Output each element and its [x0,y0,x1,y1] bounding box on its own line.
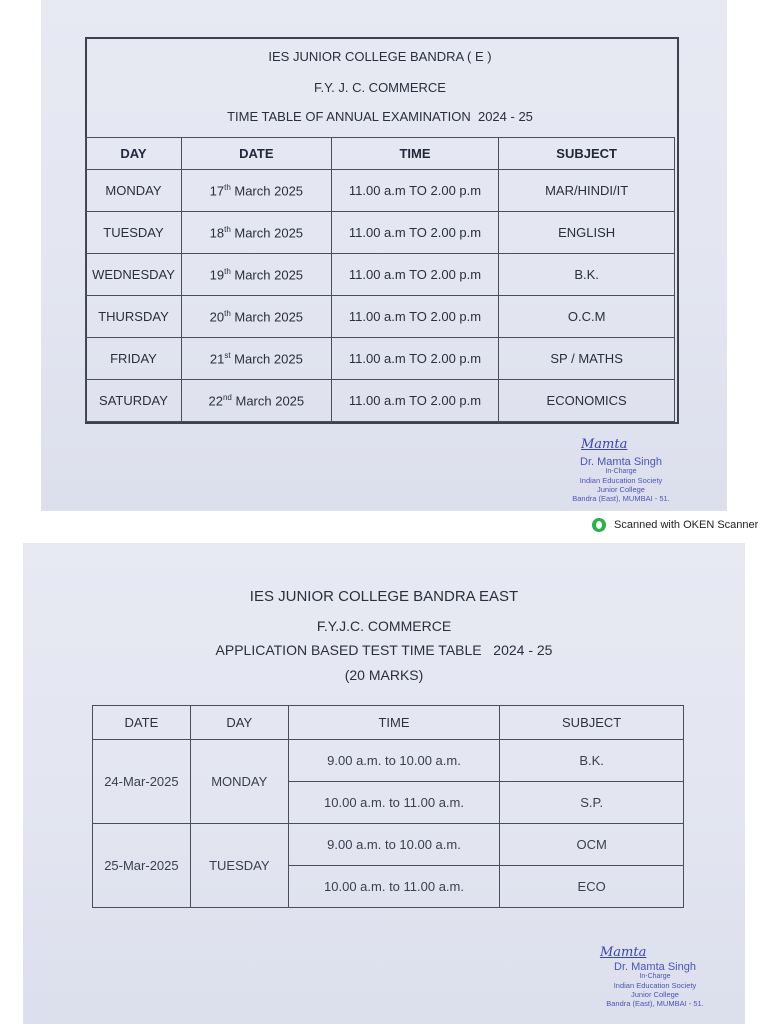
stamp-address: Bandra (East), MUMBAI - 51. [572,494,670,503]
time-cell: 11.00 a.m TO 2.00 p.m [331,380,499,422]
time-cell: 11.00 a.m TO 2.00 p.m [331,170,499,212]
day-cell: MONDAY [86,170,182,212]
scanner-label: Scanned with OKEN Scanner [614,519,759,531]
stamp-college: Junior College [597,485,645,494]
subject-cell: B.K. [500,740,684,782]
table-header-row [93,706,684,740]
column-header-date: DATE [181,138,331,170]
signature: Mamta [581,437,628,452]
subject-cell: S.P. [500,782,684,824]
day-cell: FRIDAY [86,338,182,380]
table-row [86,212,675,254]
scanner-watermark [592,518,758,532]
date-cell: 21st March 2025 [181,338,331,380]
time-cell: 11.00 a.m TO 2.00 p.m [331,212,499,254]
table-row [86,170,675,212]
table-header-row [86,138,675,170]
date-cell: 17th March 2025 [181,170,331,212]
subject-cell: O.C.M [499,296,675,338]
subject-cell: OCM [500,824,684,866]
college-heading: IES JUNIOR COLLEGE BANDRA ( E ) [268,49,492,64]
stamp-org: Indian Education Society [613,981,697,990]
date-cell: 18th March 2025 [181,212,331,254]
table-row [86,380,675,422]
stamp-role: In-Charge [605,468,637,475]
table-row [93,740,684,782]
column-header-day: DAY [190,706,288,740]
date-cell: 25-Mar-2025 [93,824,191,908]
time-cell: 9.00 a.m. to 10.00 a.m. [288,824,500,866]
day-cell: MONDAY [190,740,288,824]
day-cell: THURSDAY [86,296,182,338]
column-header-time: TIME [288,706,500,740]
oken-scanner-logo-icon [592,518,606,532]
subject-cell: ECO [500,866,684,908]
column-header-date: DATE [93,706,191,740]
date-cell: 19th March 2025 [181,254,331,296]
date-cell: 20th March 2025 [181,296,331,338]
subject-cell: ECONOMICS [499,380,675,422]
annual-exam-table [85,137,675,422]
time-cell: 10.00 a.m. to 11.00 a.m. [288,782,500,824]
time-cell: 11.00 a.m TO 2.00 p.m [331,296,499,338]
stamp-org: Indian Education Society [579,476,663,485]
college-heading: IES JUNIOR COLLEGE BANDRA EAST [249,588,519,605]
time-cell: 9.00 a.m. to 10.00 a.m. [288,740,500,782]
marks-note: (20 MARKS) [344,667,424,683]
application-test-table [92,705,684,908]
time-cell: 11.00 a.m TO 2.00 p.m [331,338,499,380]
subject-cell: SP / MATHS [499,338,675,380]
column-header-time: TIME [331,138,499,170]
column-header-day: DAY [86,138,182,170]
date-cell: 24-Mar-2025 [93,740,191,824]
time-cell: 10.00 a.m. to 11.00 a.m. [288,866,500,908]
stamp-address: Bandra (East), MUMBAI - 51. [606,999,704,1008]
stamp-name: Dr. Mamta Singh [614,961,696,973]
stamp-name: Dr. Mamta Singh [580,456,662,468]
day-cell: TUESDAY [86,212,182,254]
course-heading: F.Y.J.C. COMMERCE [316,618,452,634]
day-cell: WEDNESDAY [86,254,182,296]
table-row [93,824,684,866]
table-row [86,254,675,296]
course-heading: F.Y. J. C. COMMERCE [314,80,446,95]
column-header-subject: SUBJECT [499,138,675,170]
time-cell: 11.00 a.m TO 2.00 p.m [331,254,499,296]
table-row [86,296,675,338]
exam-title: TIME TABLE OF ANNUAL EXAMINATION 2024 - 25 [227,109,533,124]
date-cell: 22nd March 2025 [181,380,331,422]
test-title: APPLICATION BASED TEST TIME TABLE 2024 - 25 [215,642,553,658]
stamp-role: In-Charge [639,973,671,980]
signature: Mamta [600,945,647,960]
subject-cell: B.K. [499,254,675,296]
subject-cell: MAR/HINDI/IT [499,170,675,212]
annual-exam-sheet [41,0,727,511]
stamp-college: Junior College [631,990,679,999]
application-test-sheet [23,543,745,1024]
day-cell: TUESDAY [190,824,288,908]
column-header-subject: SUBJECT [500,706,684,740]
subject-cell: ENGLISH [499,212,675,254]
table-row [86,338,675,380]
day-cell: SATURDAY [86,380,182,422]
